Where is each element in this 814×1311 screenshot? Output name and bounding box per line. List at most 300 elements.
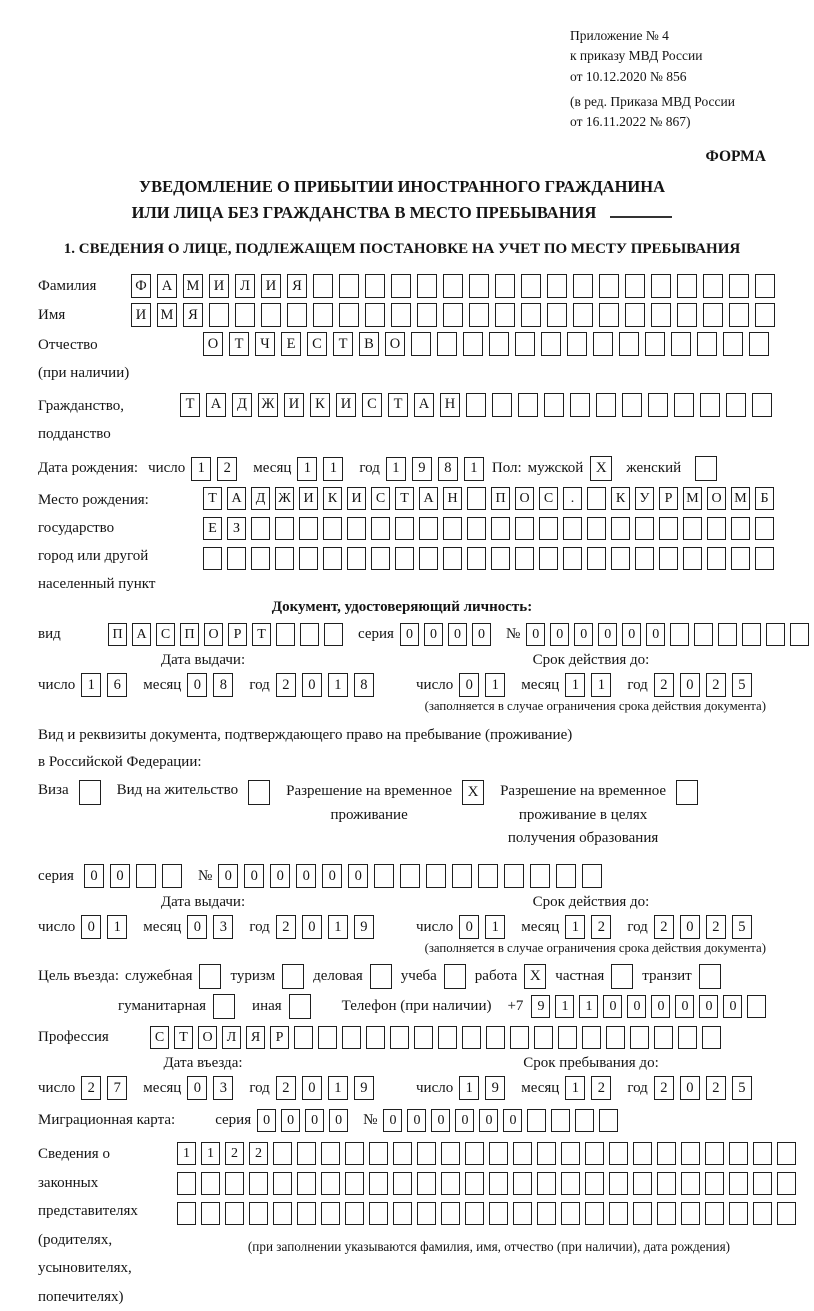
char-cell[interactable] xyxy=(313,274,333,298)
char-cell[interactable]: Т xyxy=(180,393,200,417)
char-cell[interactable] xyxy=(441,1172,460,1195)
char-cell[interactable] xyxy=(515,332,535,356)
char-cell[interactable] xyxy=(467,547,486,570)
char-cell[interactable]: 1 xyxy=(201,1142,220,1165)
char-cell[interactable] xyxy=(417,1142,436,1165)
char-cell[interactable] xyxy=(345,1172,364,1195)
char-cell[interactable] xyxy=(504,864,524,888)
char-cell[interactable] xyxy=(596,393,616,417)
char-cell[interactable] xyxy=(177,1202,196,1225)
char-cell[interactable] xyxy=(582,864,602,888)
char-cell[interactable]: 9 xyxy=(412,457,432,481)
char-cell[interactable] xyxy=(515,547,534,570)
char-cell[interactable] xyxy=(177,1172,196,1195)
char-cell[interactable] xyxy=(541,332,561,356)
char-cell[interactable]: И xyxy=(261,274,281,298)
char-cell[interactable]: 1 xyxy=(107,915,127,939)
purpose-business-checkbox[interactable] xyxy=(370,964,392,989)
char-cell[interactable]: 0 xyxy=(424,623,443,646)
char-cell[interactable] xyxy=(339,303,359,327)
char-cell[interactable]: 1 xyxy=(579,995,598,1018)
char-cell[interactable]: 0 xyxy=(407,1109,426,1132)
char-cell[interactable] xyxy=(556,864,576,888)
char-cell[interactable] xyxy=(547,303,567,327)
char-cell[interactable] xyxy=(465,1202,484,1225)
char-cell[interactable]: С xyxy=(362,393,382,417)
char-cell[interactable] xyxy=(273,1172,292,1195)
char-cell[interactable]: Д xyxy=(232,393,252,417)
char-cell[interactable] xyxy=(527,1109,546,1132)
char-cell[interactable]: 0 xyxy=(84,864,104,888)
char-cell[interactable]: 0 xyxy=(680,673,700,697)
char-cell[interactable] xyxy=(393,1172,412,1195)
char-cell[interactable]: Л xyxy=(222,1026,241,1049)
char-cell[interactable] xyxy=(441,1202,460,1225)
char-cell[interactable]: 0 xyxy=(503,1109,522,1132)
char-cell[interactable]: О xyxy=(515,487,534,510)
char-cell[interactable] xyxy=(587,547,606,570)
char-cell[interactable] xyxy=(489,1142,508,1165)
purpose-tourism-checkbox[interactable] xyxy=(282,964,304,989)
char-cell[interactable] xyxy=(729,274,749,298)
char-cell[interactable] xyxy=(374,864,394,888)
char-cell[interactable] xyxy=(633,1142,652,1165)
option-visa-checkbox[interactable] xyxy=(79,780,101,805)
char-cell[interactable] xyxy=(539,517,558,540)
char-cell[interactable] xyxy=(645,332,665,356)
char-cell[interactable] xyxy=(249,1202,268,1225)
char-cell[interactable] xyxy=(321,1202,340,1225)
char-cell[interactable]: 0 xyxy=(302,673,322,697)
char-cell[interactable]: 0 xyxy=(603,995,622,1018)
char-cell[interactable] xyxy=(677,274,697,298)
char-cell[interactable] xyxy=(342,1026,361,1049)
char-cell[interactable]: К xyxy=(611,487,630,510)
char-cell[interactable] xyxy=(273,1202,292,1225)
char-cell[interactable]: М xyxy=(731,487,750,510)
char-cell[interactable]: 1 xyxy=(386,457,406,481)
char-cell[interactable]: 0 xyxy=(383,1109,402,1132)
char-cell[interactable] xyxy=(753,1142,772,1165)
char-cell[interactable] xyxy=(705,1142,724,1165)
char-cell[interactable] xyxy=(561,1172,580,1195)
char-cell[interactable]: 2 xyxy=(591,1076,611,1100)
char-cell[interactable]: 2 xyxy=(217,457,237,481)
char-cell[interactable]: 2 xyxy=(81,1076,101,1100)
char-cell[interactable]: С xyxy=(307,332,327,356)
char-cell[interactable]: 2 xyxy=(706,915,726,939)
char-cell[interactable] xyxy=(324,623,343,646)
char-cell[interactable] xyxy=(573,303,593,327)
char-cell[interactable] xyxy=(371,517,390,540)
char-cell[interactable]: Т xyxy=(203,487,222,510)
char-cell[interactable] xyxy=(369,1202,388,1225)
char-cell[interactable] xyxy=(683,547,702,570)
char-cell[interactable] xyxy=(625,274,645,298)
char-cell[interactable] xyxy=(681,1172,700,1195)
char-cell[interactable] xyxy=(753,1202,772,1225)
char-cell[interactable]: С xyxy=(150,1026,169,1049)
char-cell[interactable]: 1 xyxy=(328,915,348,939)
char-cell[interactable] xyxy=(273,1142,292,1165)
char-cell[interactable]: П xyxy=(491,487,510,510)
char-cell[interactable] xyxy=(365,303,385,327)
char-cell[interactable]: 0 xyxy=(550,623,569,646)
char-cell[interactable]: 1 xyxy=(565,673,585,697)
char-cell[interactable]: У xyxy=(635,487,654,510)
char-cell[interactable]: 0 xyxy=(81,915,101,939)
char-cell[interactable] xyxy=(654,1026,673,1049)
char-cell[interactable] xyxy=(513,1202,532,1225)
char-cell[interactable] xyxy=(651,274,671,298)
char-cell[interactable] xyxy=(249,1172,268,1195)
char-cell[interactable] xyxy=(537,1202,556,1225)
char-cell[interactable] xyxy=(369,1142,388,1165)
char-cell[interactable] xyxy=(369,1172,388,1195)
char-cell[interactable] xyxy=(777,1172,796,1195)
char-cell[interactable] xyxy=(417,274,437,298)
char-cell[interactable]: 2 xyxy=(276,915,296,939)
char-cell[interactable] xyxy=(321,1172,340,1195)
char-cell[interactable] xyxy=(729,1172,748,1195)
char-cell[interactable] xyxy=(347,547,366,570)
char-cell[interactable] xyxy=(718,623,737,646)
char-cell[interactable] xyxy=(136,864,156,888)
char-cell[interactable] xyxy=(365,274,385,298)
char-cell[interactable]: К xyxy=(310,393,330,417)
char-cell[interactable]: 2 xyxy=(654,673,674,697)
char-cell[interactable] xyxy=(300,623,319,646)
char-cell[interactable]: 5 xyxy=(732,1076,752,1100)
char-cell[interactable] xyxy=(491,547,510,570)
char-cell[interactable]: А xyxy=(414,393,434,417)
char-cell[interactable]: Т xyxy=(174,1026,193,1049)
char-cell[interactable]: И xyxy=(209,274,229,298)
char-cell[interactable] xyxy=(570,393,590,417)
purpose-transit-checkbox[interactable] xyxy=(699,964,721,989)
char-cell[interactable] xyxy=(419,517,438,540)
char-cell[interactable] xyxy=(521,303,541,327)
char-cell[interactable] xyxy=(630,1026,649,1049)
char-cell[interactable] xyxy=(417,1172,436,1195)
char-cell[interactable]: 1 xyxy=(191,457,211,481)
purpose-study-checkbox[interactable] xyxy=(444,964,466,989)
char-cell[interactable]: Д xyxy=(251,487,270,510)
gender-female-checkbox[interactable] xyxy=(695,456,717,481)
char-cell[interactable] xyxy=(400,864,420,888)
char-cell[interactable] xyxy=(227,547,246,570)
char-cell[interactable]: 1 xyxy=(177,1142,196,1165)
char-cell[interactable]: 9 xyxy=(354,915,374,939)
char-cell[interactable]: 1 xyxy=(485,915,505,939)
char-cell[interactable] xyxy=(203,547,222,570)
purpose-official-checkbox[interactable] xyxy=(199,964,221,989)
char-cell[interactable]: О xyxy=(203,332,223,356)
char-cell[interactable] xyxy=(606,1026,625,1049)
char-cell[interactable] xyxy=(251,547,270,570)
char-cell[interactable] xyxy=(777,1142,796,1165)
char-cell[interactable] xyxy=(659,547,678,570)
purpose-humanitarian-checkbox[interactable] xyxy=(213,994,235,1019)
char-cell[interactable] xyxy=(558,1026,577,1049)
char-cell[interactable] xyxy=(299,547,318,570)
char-cell[interactable]: 5 xyxy=(732,915,752,939)
char-cell[interactable]: 7 xyxy=(107,1076,127,1100)
char-cell[interactable]: Б xyxy=(755,487,774,510)
char-cell[interactable] xyxy=(729,1142,748,1165)
char-cell[interactable]: 0 xyxy=(574,623,593,646)
char-cell[interactable] xyxy=(671,332,691,356)
char-cell[interactable] xyxy=(551,1109,570,1132)
char-cell[interactable] xyxy=(705,1202,724,1225)
char-cell[interactable] xyxy=(648,393,668,417)
char-cell[interactable] xyxy=(465,1172,484,1195)
char-cell[interactable] xyxy=(703,274,723,298)
char-cell[interactable]: О xyxy=(385,332,405,356)
char-cell[interactable] xyxy=(755,517,774,540)
char-cell[interactable]: И xyxy=(336,393,356,417)
char-cell[interactable]: З xyxy=(227,517,246,540)
char-cell[interactable] xyxy=(417,1202,436,1225)
char-cell[interactable]: 0 xyxy=(455,1109,474,1132)
char-cell[interactable]: 0 xyxy=(296,864,316,888)
purpose-other-checkbox[interactable] xyxy=(289,994,311,1019)
char-cell[interactable] xyxy=(323,547,342,570)
char-cell[interactable]: 0 xyxy=(322,864,342,888)
char-cell[interactable]: Л xyxy=(235,274,255,298)
char-cell[interactable]: И xyxy=(299,487,318,510)
char-cell[interactable] xyxy=(465,1142,484,1165)
char-cell[interactable]: М xyxy=(683,487,702,510)
char-cell[interactable] xyxy=(443,303,463,327)
char-cell[interactable]: 0 xyxy=(187,1076,207,1100)
char-cell[interactable]: Ф xyxy=(131,274,151,298)
char-cell[interactable]: 2 xyxy=(249,1142,268,1165)
char-cell[interactable]: 1 xyxy=(565,1076,585,1100)
char-cell[interactable] xyxy=(510,1026,529,1049)
char-cell[interactable] xyxy=(437,332,457,356)
char-cell[interactable] xyxy=(622,393,642,417)
char-cell[interactable]: С xyxy=(156,623,175,646)
char-cell[interactable] xyxy=(707,517,726,540)
char-cell[interactable] xyxy=(705,1172,724,1195)
char-cell[interactable] xyxy=(753,1172,772,1195)
char-cell[interactable] xyxy=(729,303,749,327)
char-cell[interactable]: 2 xyxy=(276,673,296,697)
char-cell[interactable]: 2 xyxy=(276,1076,296,1100)
char-cell[interactable]: 0 xyxy=(479,1109,498,1132)
char-cell[interactable]: 0 xyxy=(218,864,238,888)
char-cell[interactable] xyxy=(755,547,774,570)
char-cell[interactable]: М xyxy=(183,274,203,298)
char-cell[interactable]: 0 xyxy=(302,1076,322,1100)
char-cell[interactable]: Е xyxy=(203,517,222,540)
char-cell[interactable] xyxy=(513,1142,532,1165)
char-cell[interactable]: Я xyxy=(183,303,203,327)
char-cell[interactable] xyxy=(670,623,689,646)
char-cell[interactable] xyxy=(489,1202,508,1225)
char-cell[interactable] xyxy=(681,1202,700,1225)
char-cell[interactable] xyxy=(599,303,619,327)
char-cell[interactable] xyxy=(702,1026,721,1049)
char-cell[interactable]: А xyxy=(132,623,151,646)
char-cell[interactable]: Р xyxy=(228,623,247,646)
char-cell[interactable] xyxy=(467,517,486,540)
char-cell[interactable] xyxy=(515,517,534,540)
char-cell[interactable]: 0 xyxy=(302,915,322,939)
char-cell[interactable] xyxy=(611,547,630,570)
char-cell[interactable] xyxy=(518,393,538,417)
option-temp-residence-education-checkbox[interactable] xyxy=(676,780,698,805)
char-cell[interactable]: 0 xyxy=(472,623,491,646)
char-cell[interactable]: 1 xyxy=(81,673,101,697)
char-cell[interactable]: 0 xyxy=(281,1109,300,1132)
char-cell[interactable] xyxy=(609,1172,628,1195)
char-cell[interactable] xyxy=(609,1202,628,1225)
char-cell[interactable]: 8 xyxy=(213,673,233,697)
char-cell[interactable]: 0 xyxy=(675,995,694,1018)
char-cell[interactable] xyxy=(162,864,182,888)
char-cell[interactable]: 2 xyxy=(654,915,674,939)
char-cell[interactable] xyxy=(478,864,498,888)
char-cell[interactable]: Я xyxy=(246,1026,265,1049)
char-cell[interactable]: 0 xyxy=(400,623,419,646)
char-cell[interactable] xyxy=(469,303,489,327)
char-cell[interactable]: 0 xyxy=(627,995,646,1018)
char-cell[interactable]: 5 xyxy=(732,673,752,697)
char-cell[interactable] xyxy=(585,1172,604,1195)
char-cell[interactable] xyxy=(635,517,654,540)
char-cell[interactable] xyxy=(561,1142,580,1165)
char-cell[interactable]: Т xyxy=(388,393,408,417)
char-cell[interactable] xyxy=(599,274,619,298)
char-cell[interactable]: Т xyxy=(333,332,353,356)
char-cell[interactable] xyxy=(585,1202,604,1225)
char-cell[interactable]: С xyxy=(371,487,390,510)
char-cell[interactable] xyxy=(703,303,723,327)
purpose-work-checkbox[interactable]: X xyxy=(524,964,546,989)
char-cell[interactable]: 1 xyxy=(459,1076,479,1100)
char-cell[interactable] xyxy=(313,303,333,327)
char-cell[interactable]: 2 xyxy=(654,1076,674,1100)
purpose-private-checkbox[interactable] xyxy=(611,964,633,989)
char-cell[interactable] xyxy=(275,547,294,570)
option-temp-residence-checkbox[interactable]: X xyxy=(462,780,484,805)
char-cell[interactable] xyxy=(323,517,342,540)
option-residence-permit-checkbox[interactable] xyxy=(248,780,270,805)
char-cell[interactable]: 1 xyxy=(328,1076,348,1100)
char-cell[interactable]: 0 xyxy=(270,864,290,888)
char-cell[interactable] xyxy=(345,1202,364,1225)
char-cell[interactable] xyxy=(609,1142,628,1165)
char-cell[interactable] xyxy=(469,274,489,298)
char-cell[interactable] xyxy=(486,1026,505,1049)
char-cell[interactable]: . xyxy=(563,487,582,510)
char-cell[interactable]: Ч xyxy=(255,332,275,356)
char-cell[interactable]: 0 xyxy=(723,995,742,1018)
char-cell[interactable] xyxy=(495,303,515,327)
char-cell[interactable]: И xyxy=(347,487,366,510)
char-cell[interactable] xyxy=(657,1172,676,1195)
char-cell[interactable] xyxy=(492,393,512,417)
char-cell[interactable] xyxy=(700,393,720,417)
char-cell[interactable]: А xyxy=(419,487,438,510)
char-cell[interactable]: 0 xyxy=(459,915,479,939)
char-cell[interactable] xyxy=(749,332,769,356)
char-cell[interactable]: 0 xyxy=(348,864,368,888)
char-cell[interactable] xyxy=(633,1202,652,1225)
char-cell[interactable] xyxy=(297,1142,316,1165)
char-cell[interactable]: 0 xyxy=(699,995,718,1018)
char-cell[interactable] xyxy=(225,1202,244,1225)
char-cell[interactable] xyxy=(443,517,462,540)
char-cell[interactable]: Р xyxy=(270,1026,289,1049)
char-cell[interactable]: 0 xyxy=(622,623,641,646)
char-cell[interactable] xyxy=(563,517,582,540)
char-cell[interactable] xyxy=(790,623,809,646)
char-cell[interactable] xyxy=(462,1026,481,1049)
char-cell[interactable] xyxy=(366,1026,385,1049)
char-cell[interactable] xyxy=(443,547,462,570)
char-cell[interactable] xyxy=(321,1142,340,1165)
char-cell[interactable] xyxy=(625,303,645,327)
char-cell[interactable] xyxy=(467,487,486,510)
char-cell[interactable]: 0 xyxy=(431,1109,450,1132)
char-cell[interactable] xyxy=(726,393,746,417)
char-cell[interactable] xyxy=(411,332,431,356)
char-cell[interactable] xyxy=(593,332,613,356)
char-cell[interactable]: 0 xyxy=(448,623,467,646)
char-cell[interactable]: Т xyxy=(252,623,271,646)
char-cell[interactable] xyxy=(707,547,726,570)
char-cell[interactable]: Р xyxy=(659,487,678,510)
char-cell[interactable]: А xyxy=(227,487,246,510)
char-cell[interactable]: 0 xyxy=(257,1109,276,1132)
char-cell[interactable] xyxy=(391,274,411,298)
char-cell[interactable]: Н xyxy=(443,487,462,510)
char-cell[interactable] xyxy=(752,393,772,417)
char-cell[interactable]: 2 xyxy=(225,1142,244,1165)
char-cell[interactable]: 1 xyxy=(297,457,317,481)
char-cell[interactable]: А xyxy=(157,274,177,298)
char-cell[interactable]: 0 xyxy=(680,915,700,939)
char-cell[interactable] xyxy=(777,1202,796,1225)
char-cell[interactable] xyxy=(742,623,761,646)
char-cell[interactable] xyxy=(466,393,486,417)
char-cell[interactable]: К xyxy=(323,487,342,510)
char-cell[interactable] xyxy=(297,1172,316,1195)
char-cell[interactable] xyxy=(567,332,587,356)
char-cell[interactable] xyxy=(390,1026,409,1049)
char-cell[interactable]: Е xyxy=(281,332,301,356)
char-cell[interactable] xyxy=(611,517,630,540)
char-cell[interactable]: О xyxy=(204,623,223,646)
char-cell[interactable] xyxy=(201,1202,220,1225)
char-cell[interactable]: 2 xyxy=(706,673,726,697)
char-cell[interactable] xyxy=(261,303,281,327)
char-cell[interactable]: А xyxy=(206,393,226,417)
char-cell[interactable]: 9 xyxy=(485,1076,505,1100)
char-cell[interactable]: И xyxy=(284,393,304,417)
char-cell[interactable] xyxy=(452,864,472,888)
char-cell[interactable]: 8 xyxy=(438,457,458,481)
char-cell[interactable] xyxy=(287,303,307,327)
char-cell[interactable]: Т xyxy=(395,487,414,510)
char-cell[interactable] xyxy=(534,1026,553,1049)
char-cell[interactable] xyxy=(575,1109,594,1132)
char-cell[interactable]: Ж xyxy=(275,487,294,510)
char-cell[interactable] xyxy=(339,274,359,298)
